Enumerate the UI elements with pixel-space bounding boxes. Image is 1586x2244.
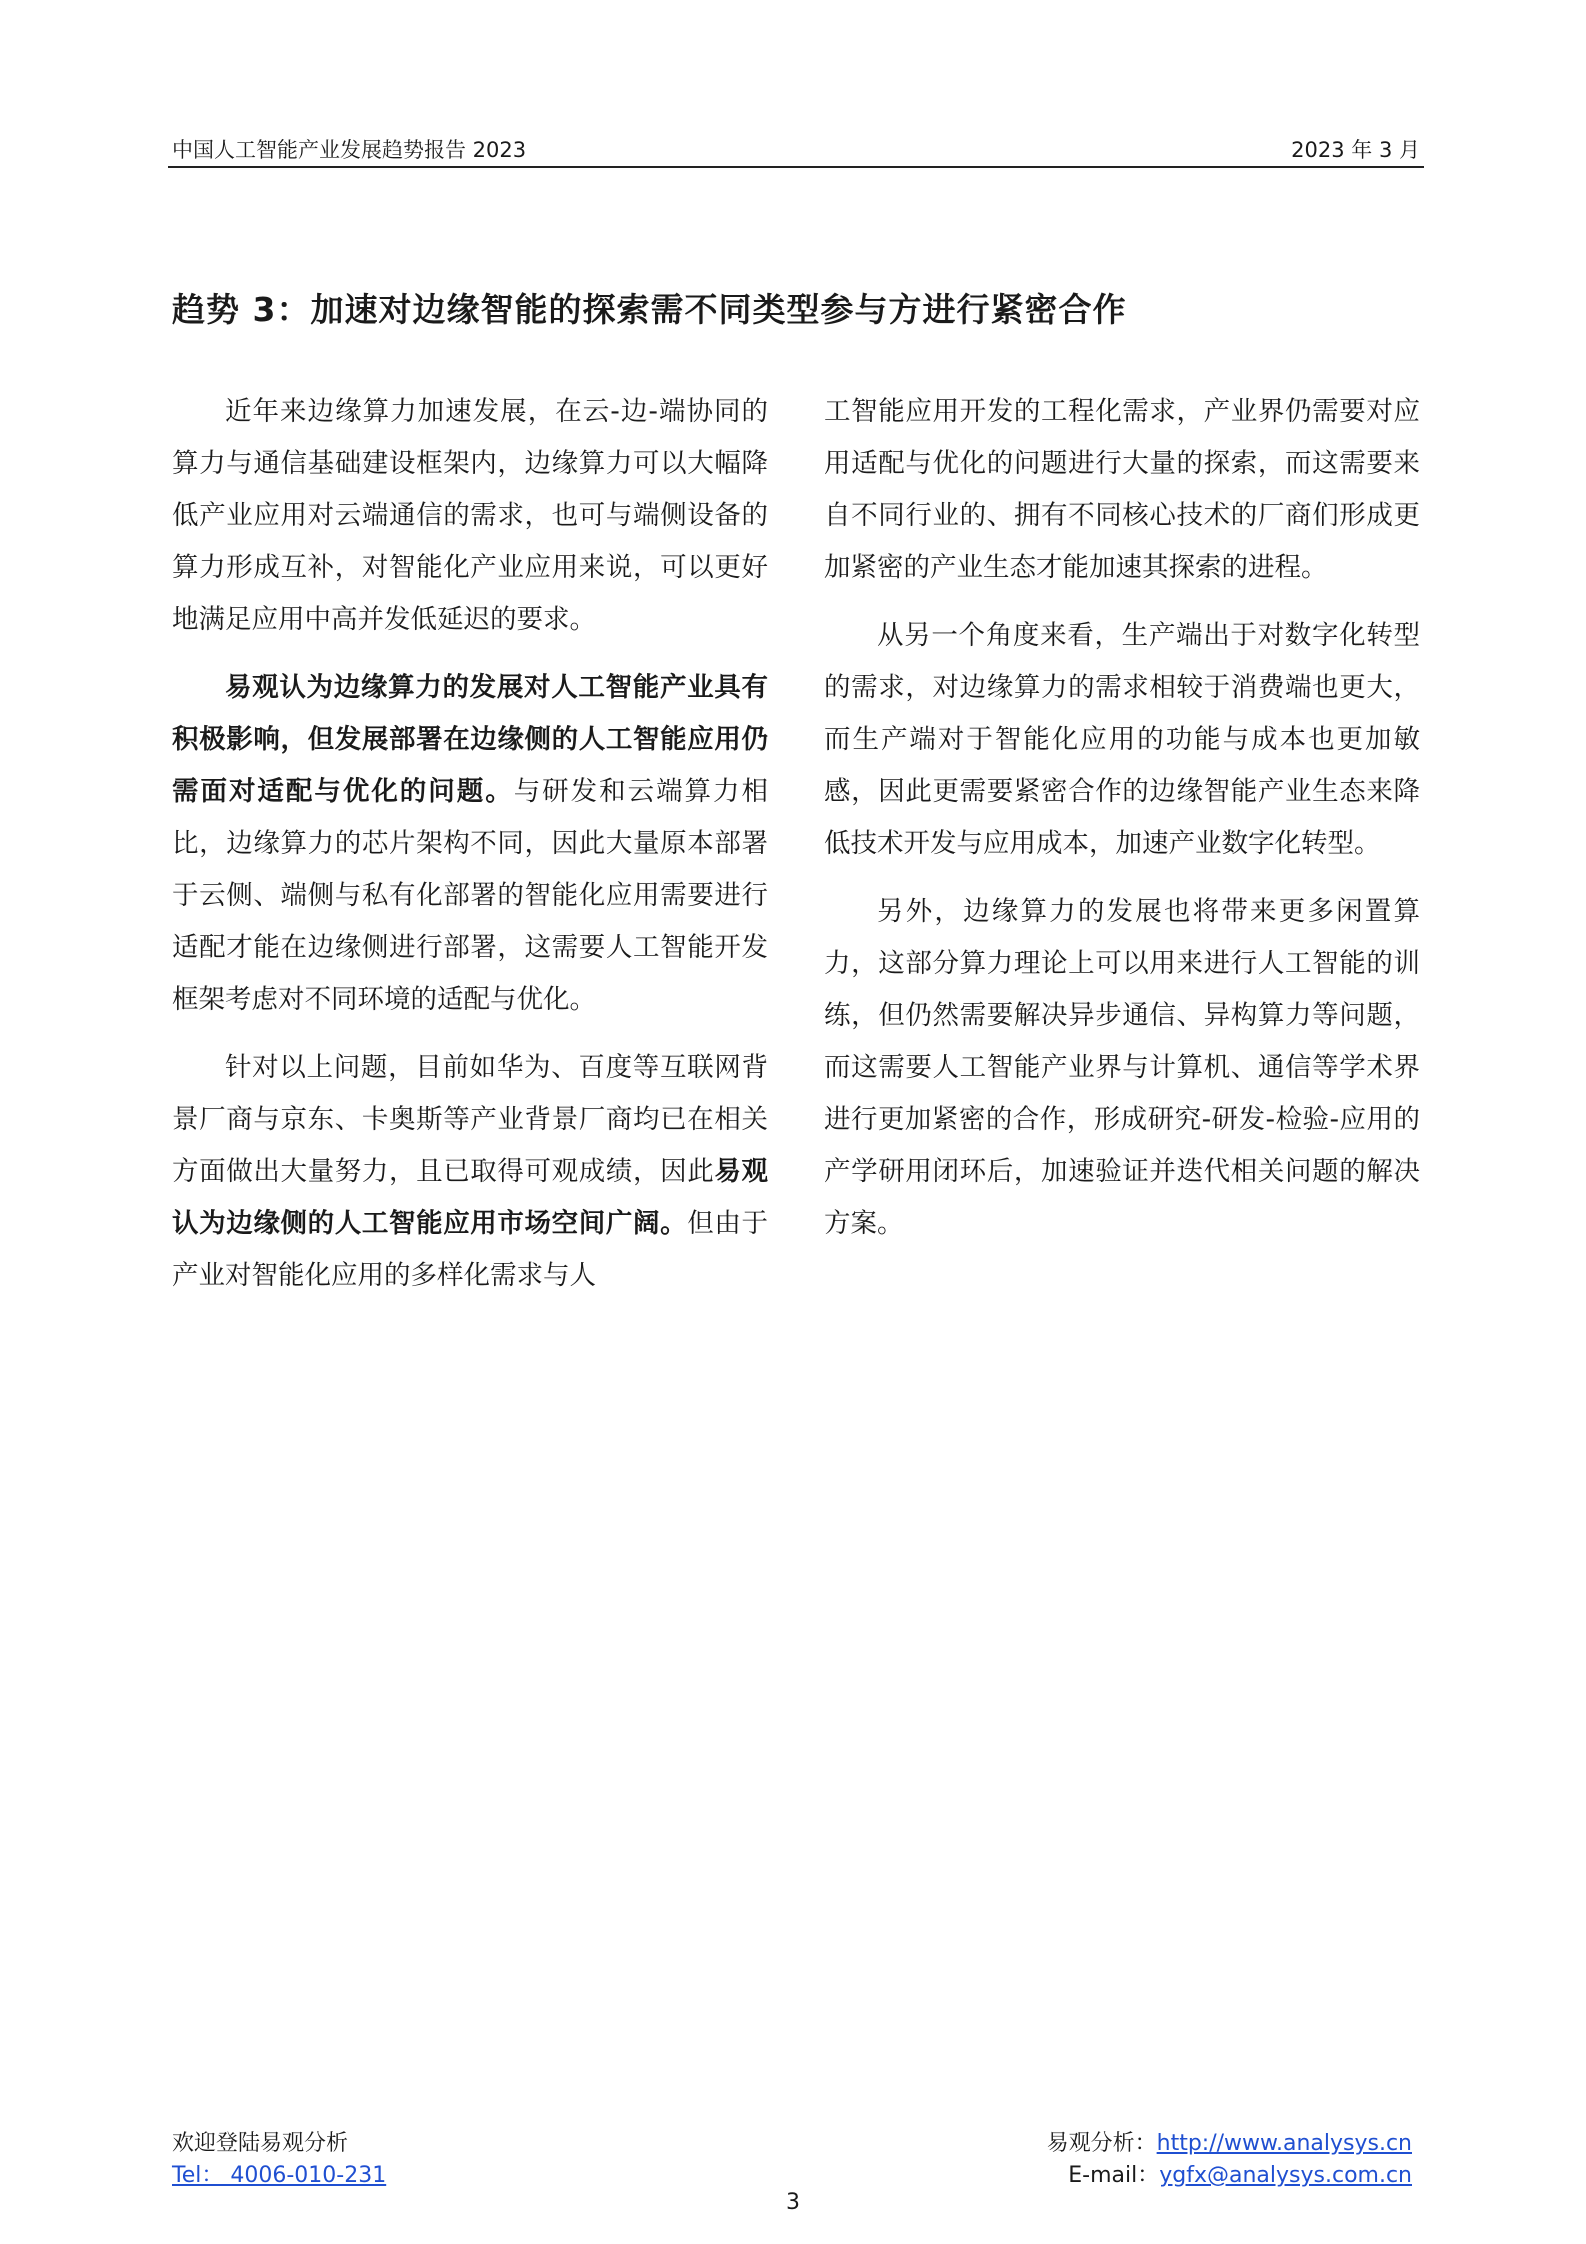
page-number: 3 [786,2190,800,2215]
report-title: 中国人工智能产业发展趋势报告 2023 [172,138,527,162]
paragraph-text: 但由于产业对智能化应用的多样化需求与人 [172,1208,769,1291]
section-title: 趋势 3：加速对边缘智能的探索需不同类型参与方进行紧密合作 [172,290,1127,329]
left-column [172,386,768,1318]
page-header [168,132,1424,168]
email-label: E-mail： [1068,2163,1160,2188]
paragraph: 另外，边缘算力的发展也将带来更多闲置算力，这部分算力理论上可以用来进行人工智能的训练，但仍然需要解决异步通信、异构算力等问题，而这需要人工智能产业界与计算机、通信等学术界进行更加紧密的合作，形成研究-研发-检验-应用的产学研用闭环后，加速验证并迭代相关问题的解决方案。 [824,896,1420,1239]
paragraph [172,662,768,1026]
phone-link[interactable]: Tel： 4006-010-231 [172,2163,387,2188]
paragraph: 从另一个角度来看，生产端出于对数字化转型的需求，对边缘算力的需求相较于消费端也更大，而生产端对于智能化应用的功能与成本也更加敏感，因此更需要紧密合作的边缘智能产业生态来降低技术开发与应用成本，加速产业数字化转型。 [824,620,1420,859]
site-label: 易观分析： [1046,2131,1157,2156]
footer-right [1047,2128,1412,2192]
bold-statement: 易观认为边缘算力的发展对人工智能产业具有积极影响，但发展部署在边缘侧的人工智能应用仍需面对适配与优化的问题。 [172,672,768,807]
paragraph-text: 与研发和云端算力相比，边缘算力的芯片架构不同，因此大量原本部署于云侧、端侧与私有化部署的智能化应用需要进行适配才能在边缘侧进行部署，这需要人工智能开发框架考虑对不同环境的适配与优化。 [172,776,769,1015]
paragraph-continued: 工智能应用开发的工程化需求，产业界仍需要对应用适配与优化的问题进行大量的探索，而这需要来自不同行业的、拥有不同核心技术的厂商们形成更加紧密的产业生态才能加速其探索的进程。 [824,396,1420,583]
paragraph-text: 针对以上问题，目前如华为、百度等互联网背景厂商与京东、卡奥斯等产业背景厂商均已在相关方面做出大量努力，且已取得可观成绩，因此 [172,1052,768,1187]
email-link[interactable]: ygfx@analysys.com.cn [1159,2163,1412,2188]
website-link[interactable]: http://www.analysys.cn [1156,2131,1412,2156]
footer-left [172,2128,386,2192]
right-column [824,386,1420,1266]
report-date: 2023 年 3 月 [1291,138,1420,162]
paragraph: 近年来边缘算力加速发展，在云-边-端协同的算力与通信基础建设框架内，边缘算力可以大幅降低产业应用对云端通信的需求，也可与端侧设备的算力形成互补，对智能化产业应用来说，可以更好地满足应用中高并发低延迟的要求。 [172,396,768,635]
welcome-text: 欢迎登陆易观分析 [172,2131,349,2156]
paragraph [172,1042,768,1302]
bold-statement: 易观认为边缘侧的人工智能应用市场空间广阔。 [172,1156,769,1239]
